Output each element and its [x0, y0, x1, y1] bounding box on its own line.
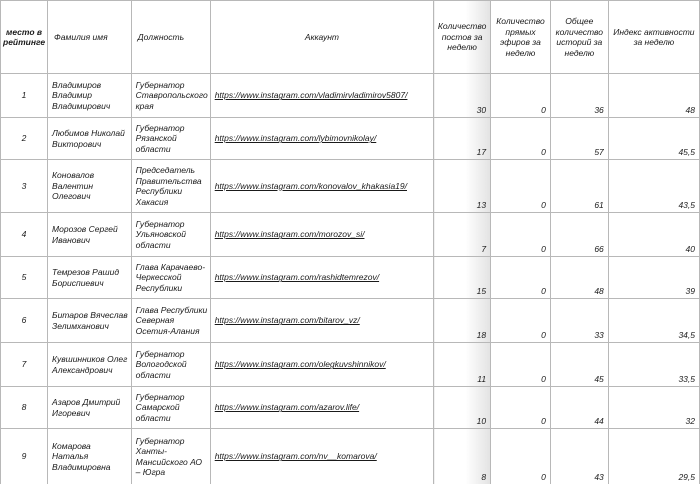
table-row: [1, 213, 700, 257]
index-cell: 43,5: [608, 160, 699, 213]
account-cell: [210, 387, 433, 429]
index-cell: 34,5: [608, 299, 699, 343]
rank-cell: 6: [1, 299, 48, 343]
account-link[interactable]: https://www.instagram.com/konovalov_khakasia19/: [214, 180, 407, 191]
stories-cell: 33: [550, 299, 608, 343]
posts-cell: 30: [434, 74, 491, 118]
position-cell: Председатель Правительства Республики Хакасия: [131, 160, 210, 213]
posts-cell: 11: [434, 343, 491, 387]
rank-cell: 3: [1, 160, 48, 213]
rank-cell: 8: [1, 387, 48, 429]
live-cell: 0: [491, 343, 551, 387]
account-cell: [210, 299, 433, 343]
index-cell: 33,5: [608, 343, 699, 387]
live-cell: 0: [491, 160, 551, 213]
name-cell: Любимов Николай Викторович: [48, 118, 132, 160]
account-link[interactable]: https://www.instagram.com/morozov_si/: [214, 229, 365, 240]
account-cell: [210, 118, 433, 160]
posts-cell: 15: [434, 257, 491, 299]
live-cell: 0: [491, 257, 551, 299]
live-cell: 0: [491, 118, 551, 160]
header-posts: Количество постов за неделю: [434, 1, 491, 74]
position-cell: Глава Карачаево-Черкесской Республики: [131, 257, 210, 299]
rank-cell: 2: [1, 118, 48, 160]
index-cell: 40: [608, 213, 699, 257]
account-link[interactable]: https://www.instagram.com/nv__komarova/: [214, 451, 377, 462]
live-cell: 0: [491, 387, 551, 429]
position-cell: Губернатор Вологодской области: [131, 343, 210, 387]
account-cell: [210, 343, 433, 387]
position-cell: Губернатор Самарской области: [131, 387, 210, 429]
live-cell: 0: [491, 299, 551, 343]
account-link[interactable]: https://www.instagram.com/vladimirvladimirov5807/: [214, 90, 408, 101]
posts-cell: 7: [434, 213, 491, 257]
header-live: Количество прямых эфиров за неделю: [491, 1, 551, 74]
table-row: [1, 343, 700, 387]
table-row: [1, 74, 700, 118]
live-cell: 0: [491, 429, 551, 484]
account-link[interactable]: https://www.instagram.com/bitarov_vz/: [214, 315, 360, 326]
rank-cell: 9: [1, 429, 48, 484]
posts-cell: 18: [434, 299, 491, 343]
account-cell: [210, 429, 433, 484]
stories-cell: 66: [550, 213, 608, 257]
stories-cell: 61: [550, 160, 608, 213]
stories-cell: 44: [550, 387, 608, 429]
header-index: Индекс активности за неделю: [608, 1, 699, 74]
account-link[interactable]: https://www.instagram.com/olegkuvshinnikov/: [214, 359, 386, 370]
table-row: [1, 118, 700, 160]
position-cell: Губернатор Ханты-Мансийского АО – Югра: [131, 429, 210, 484]
posts-cell: 13: [434, 160, 491, 213]
name-cell: Темрезов Рашид Бориспиевич: [48, 257, 132, 299]
header-account: Аккаунт: [210, 1, 433, 74]
account-link[interactable]: https://www.instagram.com/lybimovnikolay/: [214, 133, 377, 144]
table-row: [1, 257, 700, 299]
name-cell: Битаров Вячеслав Зелимханович: [48, 299, 132, 343]
index-cell: 45,5: [608, 118, 699, 160]
rank-cell: 7: [1, 343, 48, 387]
stories-cell: 36: [550, 74, 608, 118]
name-cell: Коновалов Валентин Олегович: [48, 160, 132, 213]
header-row: [1, 1, 700, 74]
name-cell: Комарова Наталья Владимировна: [48, 429, 132, 484]
account-cell: [210, 74, 433, 118]
account-cell: [210, 257, 433, 299]
position-cell: Губернатор Ставропольского края: [131, 74, 210, 118]
stories-cell: 43: [550, 429, 608, 484]
live-cell: 0: [491, 74, 551, 118]
name-cell: Азаров Дмитрий Игоревич: [48, 387, 132, 429]
header-name: Фамилия имя: [48, 1, 132, 74]
table-row: [1, 299, 700, 343]
posts-cell: 8: [434, 429, 491, 484]
posts-cell: 17: [434, 118, 491, 160]
live-cell: 0: [491, 213, 551, 257]
header-rank: место в рейтинге: [1, 1, 48, 74]
position-cell: Губернатор Рязанской области: [131, 118, 210, 160]
stories-cell: 48: [550, 257, 608, 299]
name-cell: Морозов Сергей Иванович: [48, 213, 132, 257]
stories-cell: 57: [550, 118, 608, 160]
account-link[interactable]: https://www.instagram.com/rashidtemrezov/: [214, 272, 380, 283]
stories-cell: 45: [550, 343, 608, 387]
account-cell: [210, 160, 433, 213]
name-cell: Владимиров Владимир Владимирович: [48, 74, 132, 118]
posts-cell: 10: [434, 387, 491, 429]
rank-cell: 1: [1, 74, 48, 118]
index-cell: 48: [608, 74, 699, 118]
rank-cell: 5: [1, 257, 48, 299]
account-link[interactable]: https://www.instagram.com/azarov.life/: [214, 402, 360, 413]
table-row: [1, 429, 700, 484]
index-cell: 39: [608, 257, 699, 299]
account-cell: [210, 213, 433, 257]
header-stories: Общее количество историй за неделю: [550, 1, 608, 74]
name-cell: Кувшинников Олег Александрович: [48, 343, 132, 387]
table-row: [1, 160, 700, 213]
index-cell: 32: [608, 387, 699, 429]
index-cell: 29,5: [608, 429, 699, 484]
table-row: [1, 387, 700, 429]
header-position: Должность: [131, 1, 210, 74]
rank-cell: 4: [1, 213, 48, 257]
position-cell: Губернатор Ульяновской области: [131, 213, 210, 257]
position-cell: Глава Республики Северная Осетия-Алания: [131, 299, 210, 343]
